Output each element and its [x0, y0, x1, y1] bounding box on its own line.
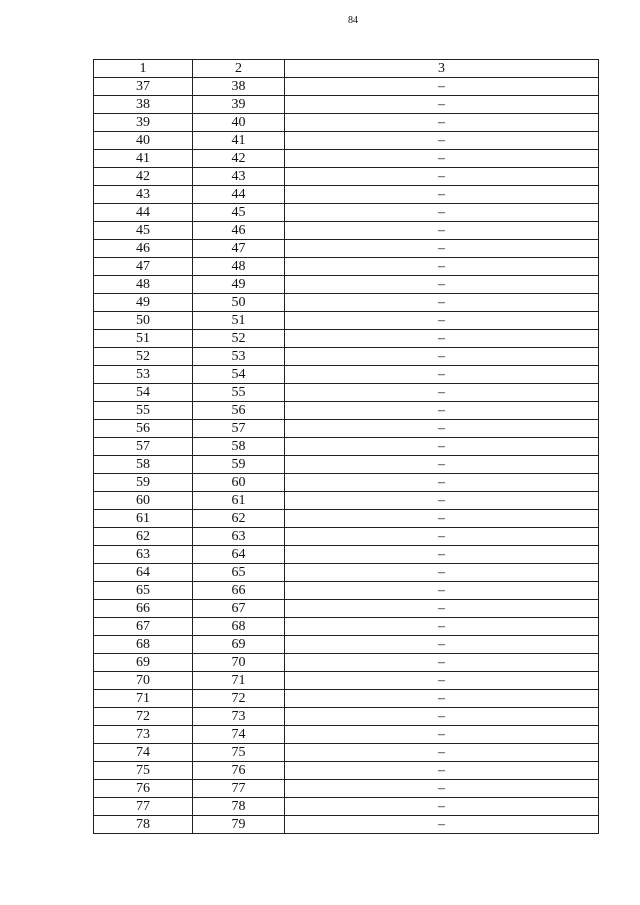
table-row — [94, 132, 599, 150]
table-cell-col-3: – — [285, 510, 599, 528]
table-cell-col-3: – — [285, 708, 599, 726]
page-number: 84 — [348, 15, 358, 26]
column-header-1: 1 — [94, 60, 193, 78]
table-cell-col-1: 38 — [94, 96, 193, 114]
table-cell-col-3: – — [285, 600, 599, 618]
table-row — [94, 348, 599, 366]
table-cell-col-3: – — [285, 114, 599, 132]
table-cell-col-1: 44 — [94, 204, 193, 222]
table-cell-col-2: 65 — [193, 564, 285, 582]
table-cell-col-1: 49 — [94, 294, 193, 312]
table-cell-col-3: – — [285, 456, 599, 474]
table-cell-col-3: – — [285, 204, 599, 222]
table-cell-col-2: 74 — [193, 726, 285, 744]
table-cell-col-1: 71 — [94, 690, 193, 708]
table-row — [94, 222, 599, 240]
table-cell-col-3: – — [285, 186, 599, 204]
table-cell-col-1: 47 — [94, 258, 193, 276]
table-cell-col-3: – — [285, 366, 599, 384]
table-row — [94, 330, 599, 348]
table-cell-col-1: 46 — [94, 240, 193, 258]
table-cell-col-2: 71 — [193, 672, 285, 690]
table-cell-col-2: 62 — [193, 510, 285, 528]
table-cell-col-2: 76 — [193, 762, 285, 780]
table-cell-col-2: 40 — [193, 114, 285, 132]
table-row — [94, 420, 599, 438]
table-cell-col-2: 73 — [193, 708, 285, 726]
table-cell-col-3: – — [285, 96, 599, 114]
table-cell-col-1: 50 — [94, 312, 193, 330]
table-cell-col-3: – — [285, 654, 599, 672]
table-row — [94, 456, 599, 474]
table-cell-col-3: – — [285, 582, 599, 600]
column-header-3: 3 — [285, 60, 599, 78]
table-cell-col-3: – — [285, 168, 599, 186]
table-row — [94, 186, 599, 204]
table-cell-col-3: – — [285, 798, 599, 816]
table-cell-col-2: 64 — [193, 546, 285, 564]
column-header-2: 2 — [193, 60, 285, 78]
table-cell-col-2: 51 — [193, 312, 285, 330]
table-cell-col-2: 67 — [193, 600, 285, 618]
table-cell-col-2: 68 — [193, 618, 285, 636]
table-cell-col-3: – — [285, 636, 599, 654]
table-cell-col-3: – — [285, 690, 599, 708]
table-cell-col-3: – — [285, 438, 599, 456]
table-row — [94, 510, 599, 528]
table-row — [94, 816, 599, 834]
table-row — [94, 492, 599, 510]
table-row — [94, 708, 599, 726]
table-row — [94, 780, 599, 798]
table-row — [94, 744, 599, 762]
table-cell-col-3: – — [285, 312, 599, 330]
table-row — [94, 78, 599, 96]
table-row — [94, 384, 599, 402]
table-cell-col-2: 47 — [193, 240, 285, 258]
table-cell-col-1: 45 — [94, 222, 193, 240]
table-cell-col-1: 70 — [94, 672, 193, 690]
table-row — [94, 312, 599, 330]
table-cell-col-1: 52 — [94, 348, 193, 366]
table-cell-col-3: – — [285, 780, 599, 798]
table-cell-col-3: – — [285, 222, 599, 240]
table-cell-col-3: – — [285, 528, 599, 546]
table-cell-col-2: 52 — [193, 330, 285, 348]
table-cell-col-1: 43 — [94, 186, 193, 204]
table-row — [94, 114, 599, 132]
table-cell-col-2: 49 — [193, 276, 285, 294]
table-cell-col-1: 57 — [94, 438, 193, 456]
table-row — [94, 636, 599, 654]
table-cell-col-2: 43 — [193, 168, 285, 186]
table-cell-col-1: 67 — [94, 618, 193, 636]
table-cell-col-3: – — [285, 816, 599, 834]
table-cell-col-3: – — [285, 402, 599, 420]
table-cell-col-1: 73 — [94, 726, 193, 744]
table-cell-col-2: 42 — [193, 150, 285, 168]
table-cell-col-1: 65 — [94, 582, 193, 600]
table-cell-col-2: 79 — [193, 816, 285, 834]
table-row — [94, 438, 599, 456]
table-cell-col-1: 78 — [94, 816, 193, 834]
table-cell-col-1: 63 — [94, 546, 193, 564]
table-row — [94, 672, 599, 690]
table-cell-col-1: 41 — [94, 150, 193, 168]
table-row — [94, 762, 599, 780]
table-cell-col-1: 54 — [94, 384, 193, 402]
table-cell-col-3: – — [285, 492, 599, 510]
table-cell-col-1: 68 — [94, 636, 193, 654]
table-cell-col-2: 75 — [193, 744, 285, 762]
table-row — [94, 618, 599, 636]
table-cell-col-1: 62 — [94, 528, 193, 546]
table-cell-col-2: 69 — [193, 636, 285, 654]
table-cell-col-3: – — [285, 546, 599, 564]
table-cell-col-1: 37 — [94, 78, 193, 96]
table-cell-col-2: 48 — [193, 258, 285, 276]
table-cell-col-2: 38 — [193, 78, 285, 96]
table-cell-col-3: – — [285, 294, 599, 312]
table-cell-col-2: 58 — [193, 438, 285, 456]
table-row — [94, 690, 599, 708]
table-cell-col-2: 44 — [193, 186, 285, 204]
table-cell-col-3: – — [285, 744, 599, 762]
table-cell-col-2: 63 — [193, 528, 285, 546]
table-cell-col-1: 55 — [94, 402, 193, 420]
table-cell-col-1: 39 — [94, 114, 193, 132]
table-cell-col-3: – — [285, 618, 599, 636]
table-cell-col-3: – — [285, 474, 599, 492]
table-cell-col-1: 72 — [94, 708, 193, 726]
table-row — [94, 96, 599, 114]
table-cell-col-2: 78 — [193, 798, 285, 816]
table-cell-col-2: 60 — [193, 474, 285, 492]
table-row — [94, 240, 599, 258]
table-cell-col-1: 64 — [94, 564, 193, 582]
table-row — [94, 474, 599, 492]
table-row — [94, 258, 599, 276]
table-row — [94, 654, 599, 672]
table-row — [94, 402, 599, 420]
table-cell-col-3: – — [285, 276, 599, 294]
table-cell-col-1: 60 — [94, 492, 193, 510]
table-cell-col-3: – — [285, 150, 599, 168]
table-row — [94, 582, 599, 600]
table-cell-col-1: 53 — [94, 366, 193, 384]
table-cell-col-3: – — [285, 258, 599, 276]
table-cell-col-3: – — [285, 564, 599, 582]
table-row — [94, 600, 599, 618]
table-cell-col-1: 77 — [94, 798, 193, 816]
table-cell-col-2: 57 — [193, 420, 285, 438]
table-cell-col-3: – — [285, 348, 599, 366]
table-cell-col-2: 39 — [193, 96, 285, 114]
table-cell-col-3: – — [285, 78, 599, 96]
table-cell-col-1: 66 — [94, 600, 193, 618]
table-cell-col-1: 59 — [94, 474, 193, 492]
table-cell-col-3: – — [285, 384, 599, 402]
table-cell-col-1: 75 — [94, 762, 193, 780]
table-row — [94, 294, 599, 312]
table-cell-col-2: 54 — [193, 366, 285, 384]
table-cell-col-3: – — [285, 240, 599, 258]
table-cell-col-1: 48 — [94, 276, 193, 294]
table-cell-col-2: 61 — [193, 492, 285, 510]
table-cell-col-3: – — [285, 420, 599, 438]
table-header-row — [94, 60, 599, 78]
table-cell-col-1: 42 — [94, 168, 193, 186]
table-row — [94, 528, 599, 546]
table-row — [94, 366, 599, 384]
table-cell-col-2: 56 — [193, 402, 285, 420]
table-row — [94, 168, 599, 186]
table-cell-col-2: 77 — [193, 780, 285, 798]
table-row — [94, 204, 599, 222]
table-header — [94, 60, 599, 78]
table-cell-col-1: 74 — [94, 744, 193, 762]
table-row — [94, 546, 599, 564]
table-cell-col-1: 76 — [94, 780, 193, 798]
table-cell-col-2: 70 — [193, 654, 285, 672]
table-cell-col-3: – — [285, 726, 599, 744]
table-cell-col-1: 58 — [94, 456, 193, 474]
table-cell-col-3: – — [285, 132, 599, 150]
table-cell-col-1: 56 — [94, 420, 193, 438]
table-cell-col-3: – — [285, 330, 599, 348]
table-cell-col-1: 69 — [94, 654, 193, 672]
table-cell-col-2: 66 — [193, 582, 285, 600]
table-cell-col-2: 41 — [193, 132, 285, 150]
table-row — [94, 564, 599, 582]
table-row — [94, 150, 599, 168]
table-cell-col-3: – — [285, 672, 599, 690]
table-cell-col-3: – — [285, 762, 599, 780]
table-cell-col-2: 59 — [193, 456, 285, 474]
table-cell-col-1: 40 — [94, 132, 193, 150]
table-body — [94, 78, 599, 834]
table-cell-col-2: 46 — [193, 222, 285, 240]
table-cell-col-1: 51 — [94, 330, 193, 348]
table-cell-col-2: 72 — [193, 690, 285, 708]
table-cell-col-2: 45 — [193, 204, 285, 222]
table-cell-col-1: 61 — [94, 510, 193, 528]
table-cell-col-2: 55 — [193, 384, 285, 402]
table-cell-col-2: 53 — [193, 348, 285, 366]
table-row — [94, 276, 599, 294]
table-row — [94, 726, 599, 744]
table-row — [94, 798, 599, 816]
data-table — [93, 59, 599, 834]
table-cell-col-2: 50 — [193, 294, 285, 312]
